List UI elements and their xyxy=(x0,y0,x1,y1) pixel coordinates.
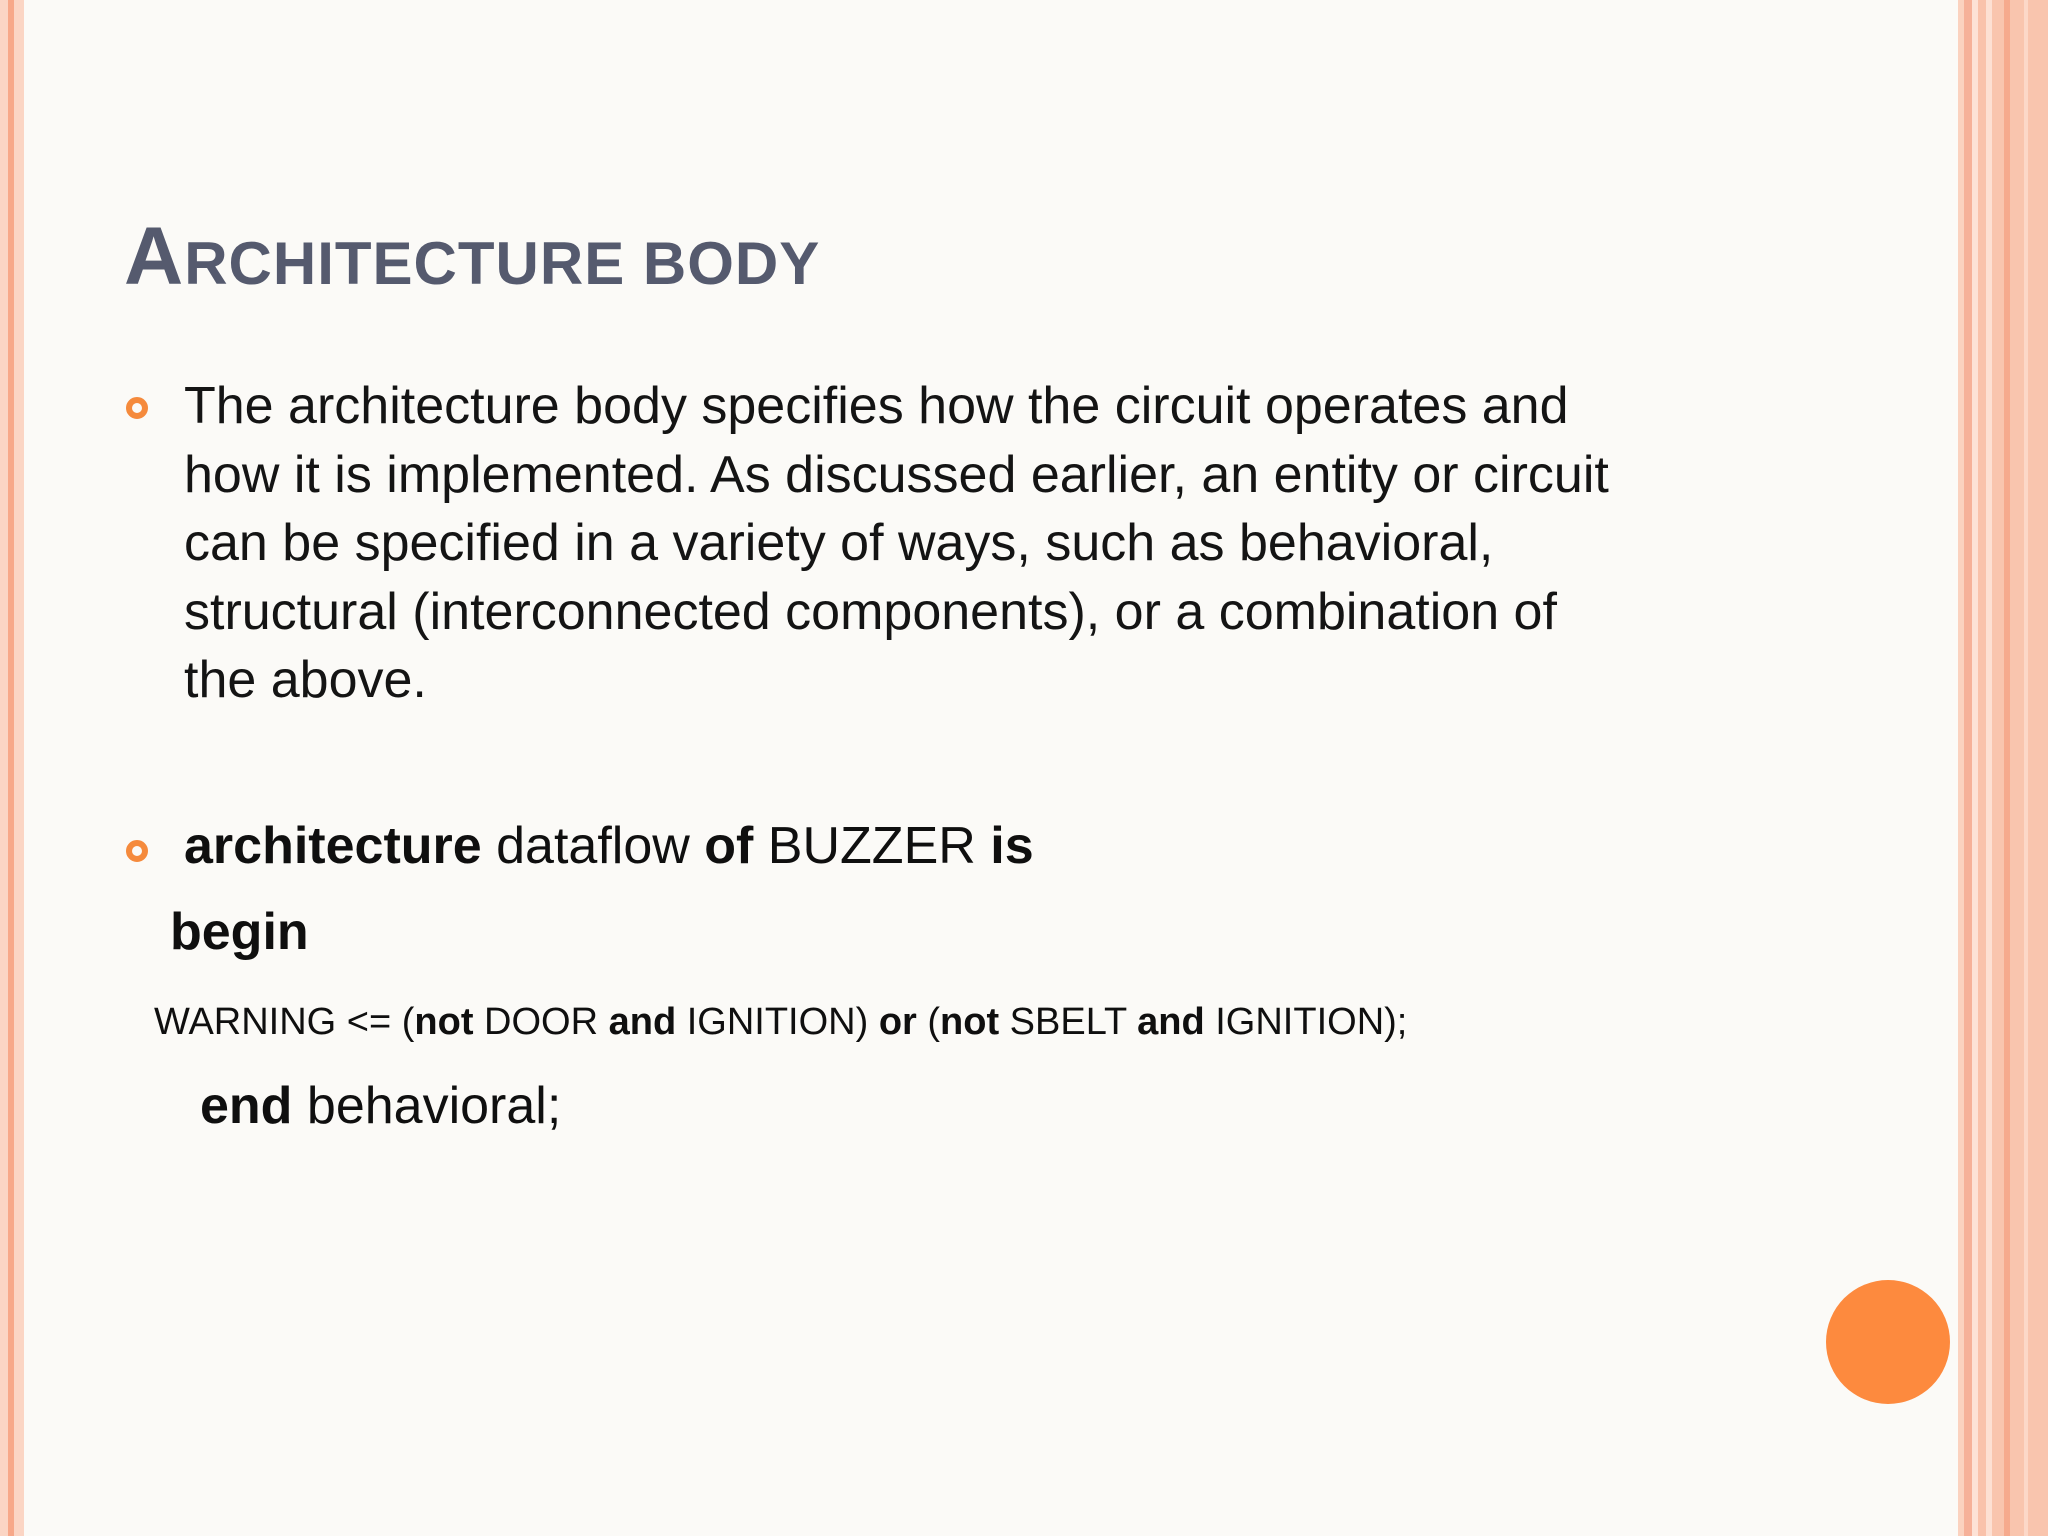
right-stripe xyxy=(1992,0,2048,1536)
code-text: dataflow xyxy=(481,817,705,875)
right-stripe xyxy=(1978,0,1986,1536)
paragraph-line: The architecture body specifies how the circuit operates and xyxy=(184,377,1569,435)
code-text: BUZZER xyxy=(753,817,991,875)
code-text: DOOR xyxy=(473,1001,609,1043)
keyword: not xyxy=(940,1001,1000,1043)
keyword: architecture xyxy=(184,817,482,875)
slide-title xyxy=(124,210,820,304)
decorative-circle xyxy=(1826,1280,1950,1404)
right-stripe xyxy=(2024,0,2028,1536)
keyword: and xyxy=(1137,1001,1205,1043)
code-end-line xyxy=(200,1076,561,1136)
left-border-accent xyxy=(8,0,14,1536)
keyword: or xyxy=(878,1001,917,1043)
code-text: IGNITION); xyxy=(1204,1001,1408,1043)
code-text: ( xyxy=(916,1001,941,1043)
body-paragraph xyxy=(184,372,1784,715)
code-text: behavioral; xyxy=(292,1077,562,1135)
paragraph-line: structural (interconnected components), or a combination of xyxy=(184,582,1557,641)
code-text: IGNITION) xyxy=(676,1001,879,1043)
code-begin-line xyxy=(170,902,309,962)
keyword: and xyxy=(608,1001,677,1043)
code-text: WARNING <= ( xyxy=(154,1001,415,1043)
right-stripe xyxy=(1964,0,1972,1536)
right-stripe xyxy=(2004,0,2010,1536)
title-rest: RCHITECTURE BODY xyxy=(184,230,821,297)
bullet-icon xyxy=(126,840,148,862)
code-architecture-line xyxy=(184,816,1034,876)
bullet-icon xyxy=(126,397,148,419)
keyword: is xyxy=(990,817,1034,875)
keyword: of xyxy=(704,817,754,875)
code-text: SBELT xyxy=(999,1001,1138,1043)
paragraph-line: the above. xyxy=(184,651,427,709)
keyword: not xyxy=(414,1001,474,1043)
keyword: begin xyxy=(170,903,309,961)
title-initial: A xyxy=(124,211,185,302)
keyword: end xyxy=(200,1077,293,1135)
code-assignment-line xyxy=(154,1001,1407,1044)
paragraph-line: can be specified in a variety of ways, such as behavioral, xyxy=(184,514,1494,572)
paragraph-line: how it is implemented. As discussed earlier, an entity or circuit xyxy=(184,445,1609,504)
